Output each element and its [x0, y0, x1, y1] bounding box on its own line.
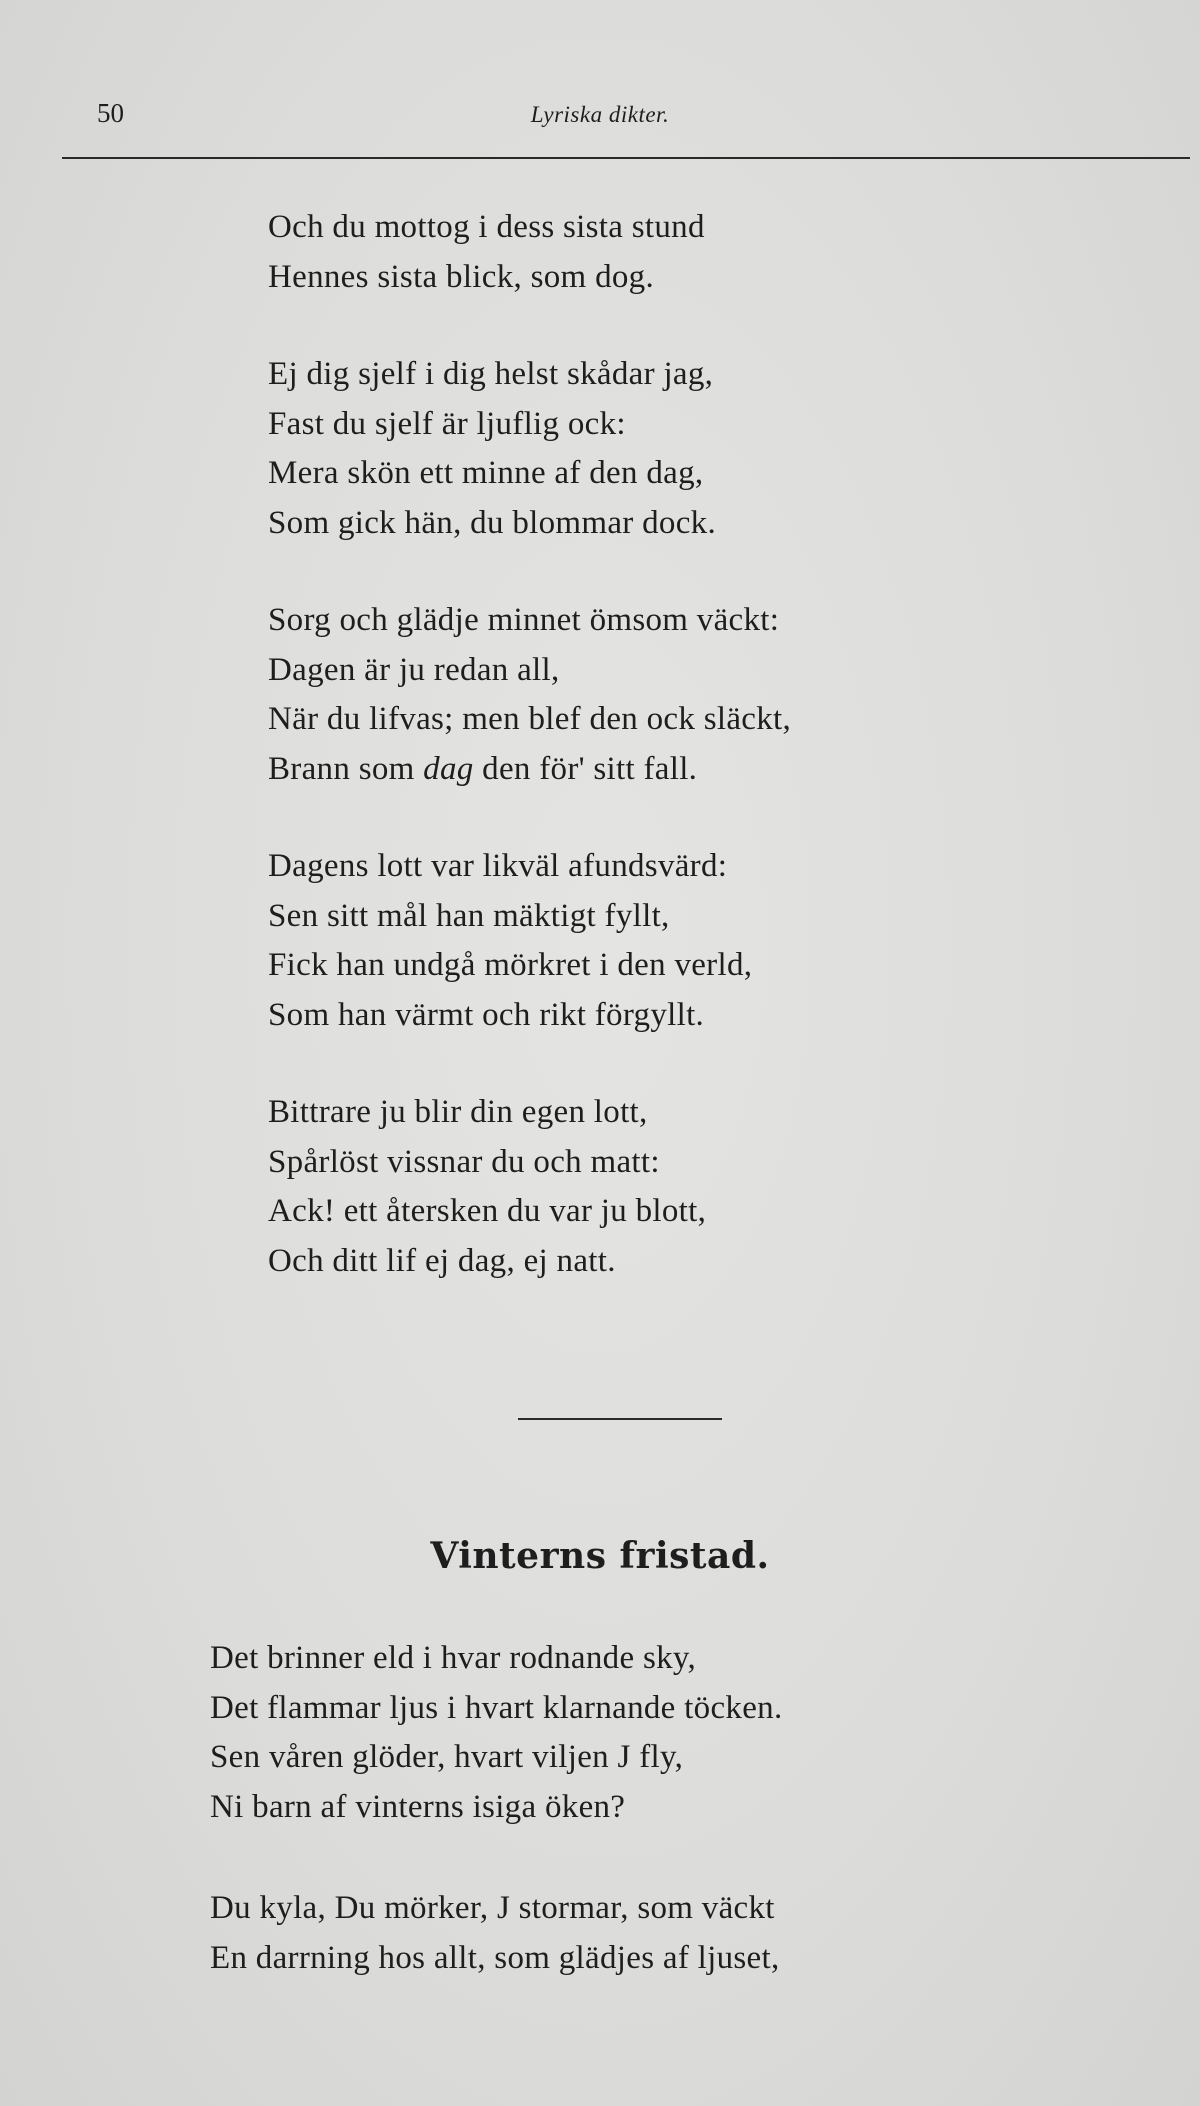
poem-line: Fick han undgå mörkret i den verld, [268, 947, 753, 983]
stanza [268, 842, 1128, 1040]
page-number: 50 [97, 98, 124, 128]
stanza [268, 203, 1128, 302]
poem-line [268, 745, 1128, 795]
poem-line: Sorg och glädje minnet ömsom väckt: [268, 602, 780, 638]
stanza [210, 1884, 1170, 1983]
poem-line: Du kyla, Du mörker, J stormar, som väckt [210, 1890, 775, 1926]
poem-line: Och du mottog i dess sista stund [268, 209, 705, 245]
poem-line: Dagens lott var likväl afundsvärd: [268, 848, 728, 884]
line-text: Brann som [268, 750, 415, 787]
poem-line: En darrning hos allt, som glädjes af ljuset, [210, 1939, 780, 1976]
poem-line: När du lifvas; men blef den ock släckt, [268, 701, 792, 737]
page-header [0, 98, 1200, 138]
poem-line: Som han värmt och rikt förgyllt. [268, 996, 705, 1033]
stanza [268, 1088, 1128, 1286]
poem-line: Ack! ett återsken du var ju blott, [268, 1193, 707, 1229]
poem-line: Som gick hän, du blommar dock. [268, 504, 717, 541]
running-title: Lyriska dikter. [530, 102, 670, 127]
poem-line: Spårlöst vissnar du och matt: [268, 1143, 660, 1180]
poem-line: Ej dig sjelf i dig helst skådar jag, [268, 356, 714, 392]
stanza [210, 1634, 1170, 1832]
poem-vinterns-fristad [210, 1634, 1170, 2035]
poem-continuation [268, 203, 1128, 1334]
poem-line: Och ditt lif ej dag, ej natt. [268, 1242, 616, 1279]
header-rule [62, 157, 1190, 159]
poem-line: Ni barn af vinterns isiga öken? [210, 1788, 626, 1825]
poem-line: Dagen är ju redan all, [268, 651, 560, 688]
poem-line: Sen våren glöder, hvart viljen J fly, [210, 1739, 684, 1775]
poem-line: Fast du sjelf är ljuflig ock: [268, 405, 626, 442]
line-text: den för' sitt fall. [482, 750, 698, 787]
poem-line: Sen sitt mål han mäktigt fyllt, [268, 897, 670, 934]
stanza [268, 596, 1128, 794]
poem-line: Det brinner eld i hvar rodnande sky, [210, 1640, 697, 1676]
poem-line: Mera skön ett minne af den dag, [268, 455, 704, 491]
section-divider [518, 1418, 722, 1420]
poem-line: Det flammar ljus i hvart klarnande töcken. [210, 1689, 783, 1726]
stanza [268, 350, 1128, 548]
poem-title: Vinterns fristad. [430, 1535, 770, 1577]
emphasized-word: dag [423, 750, 474, 787]
poem-line: Hennes sista blick, som dog. [268, 258, 655, 295]
poem-line: Bittrare ju blir din egen lott, [268, 1094, 648, 1130]
